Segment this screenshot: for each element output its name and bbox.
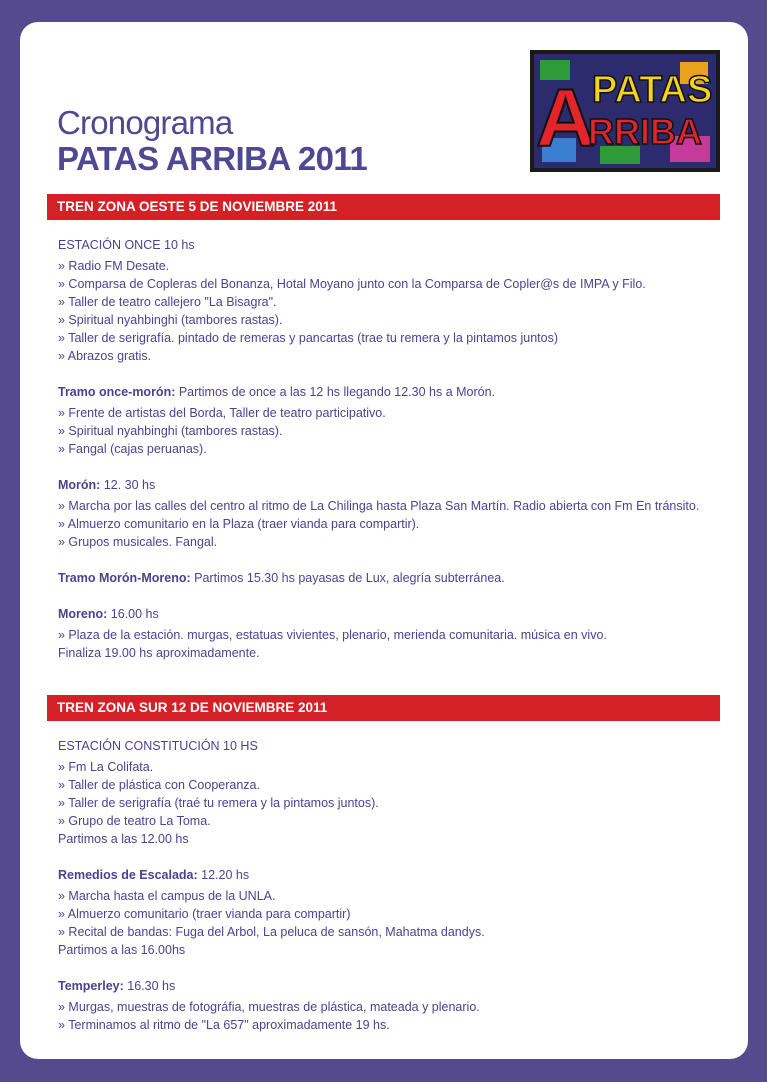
list-item: » Fangal (cajas peruanas). [58, 442, 207, 456]
list-item: » Spiritual nyahbinghi (tambores rastas). [58, 424, 283, 438]
list-item: » Taller de serigrafía (traé tu remera y la pintamos juntos). [58, 796, 379, 810]
stop-detail: 12. 30 hs [100, 478, 156, 492]
list-item: » Almuerzo comunitario en la Plaza (traer vianda para compartir). [58, 517, 420, 531]
list-item: Partimos a las 12.00 hs [58, 832, 189, 846]
stop-label: Temperley: [58, 979, 124, 993]
svg-text:A: A [536, 73, 596, 164]
list-item: Finaliza 19.00 hs aproximadamente. [58, 646, 260, 660]
svg-text:RRIBA: RRIBA [588, 111, 702, 152]
list-item: » Spiritual nyahbinghi (tambores rastas). [58, 313, 283, 327]
list-item: » Plaza de la estación. murgas, estatuas vivientes, plenario, merienda comunitaria. música en vivo. [58, 628, 607, 642]
list-item: » Taller de plástica con Cooperanza. [58, 778, 260, 792]
remedios-heading [58, 866, 738, 884]
stop-label: Moreno: [58, 607, 108, 621]
moron-heading [58, 476, 738, 494]
section-bar-sur: TREN ZONA SUR 12 DE NOVIEMBRE 2011 [47, 695, 720, 721]
stop-detail: 16.00 hs [107, 607, 159, 621]
list-item: » Fm La Colifata. [58, 760, 154, 774]
title-patas-arriba: PATAS ARRIBA 2011 [57, 140, 368, 177]
list-item: » Marcha por las calles del centro al ritmo de La Chilinga hasta Plaza San Martín. Radio abierta con Fm En tránsito. [58, 499, 700, 513]
temperley-heading [58, 977, 738, 995]
list-item: » Grupo de teatro La Toma. [58, 814, 211, 828]
list-item: » Recital de bandas: Fuga del Arbol, La peluca de sansón, Mahatma dandys. [58, 925, 485, 939]
list-item: » Terminamos al ritmo de "La 657" aproximadamente 19 hs. [58, 1018, 390, 1032]
section-bar-oeste: TREN ZONA OESTE 5 DE NOVIEMBRE 2011 [47, 194, 720, 220]
stop-label: Tramo Morón-Moreno: [58, 571, 191, 585]
list-item: » Taller de teatro callejero "La Bisagra". [58, 295, 277, 309]
list-item: » Frente de artistas del Borda, Taller de teatro participativo. [58, 406, 386, 420]
constitucion-heading: ESTACIÓN CONSTITUCIÓN 10 HS [58, 739, 258, 753]
list-item: » Murgas, muestras de fotográfia, muestras de plástica, mateada y plenario. [58, 1000, 480, 1014]
tramo-once-moron [58, 383, 738, 401]
svg-text:PATAS: PATAS [592, 69, 713, 111]
stop-detail: Partimos 15.30 hs payasas de Lux, alegría subterránea. [190, 571, 505, 585]
list-item: » Comparsa de Copleras del Bonanza, Hotal Moyano junto con la Comparsa de Copler@s de IMPA y Filo. [58, 277, 646, 291]
stop-detail: Partimos de once a las 12 hs llegando 12.30 hs a Morón. [175, 385, 496, 399]
list-item: » Abrazos gratis. [58, 349, 152, 363]
list-item: » Radio FM Desate. [58, 259, 170, 273]
title-cronograma: Cronograma [57, 104, 233, 141]
list-item: » Taller de serigrafía. pintado de remeras y pancartas (trae tu remera y la pintamos juntos) [58, 331, 559, 345]
tramo-moron-moreno [58, 569, 738, 587]
stop-detail: 12.20 hs [197, 868, 250, 882]
stop-label: Remedios de Escalada: [58, 868, 198, 882]
stop-label: Morón: [58, 478, 101, 492]
moreno-heading [58, 605, 738, 623]
stop-label: Tramo once-morón: [58, 385, 176, 399]
once-heading: ESTACIÓN ONCE 10 hs [58, 238, 195, 252]
section-oeste [58, 236, 738, 662]
list-item: » Grupos musicales. Fangal. [58, 535, 218, 549]
flyer-card [20, 22, 748, 1059]
list-item: » Almuerzo comunitario (traer vianda para compartir) [58, 907, 351, 921]
patas-arriba-logo [530, 50, 720, 172]
list-item: » Marcha hasta el campus de la UNLA. [58, 889, 276, 903]
section-sur [58, 737, 738, 1034]
stop-detail: 16.30 hs [123, 979, 176, 993]
list-item: Partimos a las 16.00hs [58, 943, 186, 957]
